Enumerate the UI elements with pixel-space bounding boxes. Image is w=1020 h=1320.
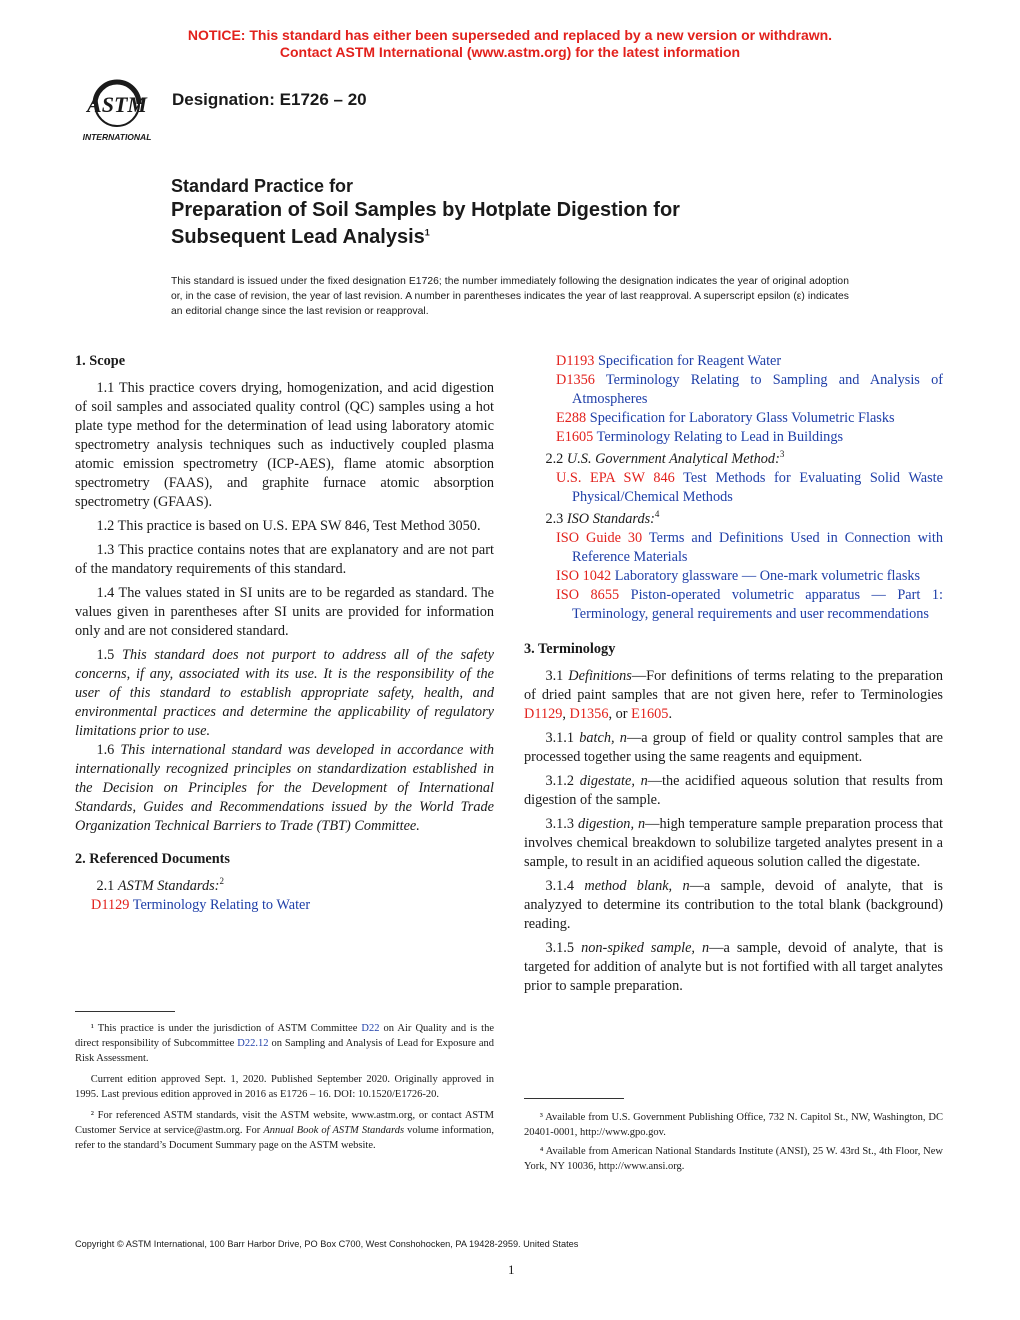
link-e1605[interactable]: E1605 xyxy=(631,706,669,722)
paragraph-1-3: 1.3 This practice contains notes that are explanatory and are not part of the mandatory requirements of this standard. xyxy=(75,542,494,577)
link-d22-12[interactable]: D22.12 xyxy=(237,1038,269,1049)
link-d22[interactable]: D22 xyxy=(361,1023,380,1034)
ref-epa-sw846[interactable]: U.S. EPA SW 846 Test Methods for Evaluating Solid Waste Physical/Chemical Methods xyxy=(556,470,943,505)
notice-line-1: NOTICE: This standard has either been superseded and replaced by a new version or withdrawn. xyxy=(187,27,833,43)
ref-iso-1042[interactable]: ISO 1042 Laboratory glassware — One-mark volumetric flasks xyxy=(556,568,921,584)
section-heading-scope: 1. Scope xyxy=(75,353,126,369)
logo-word: INTERNATIONAL xyxy=(82,132,152,142)
document-title xyxy=(171,175,680,251)
definition-digestate: 3.1.2 digestate, n—the acidified aqueous solution that results from digestion of the sample. xyxy=(524,773,943,808)
iso-standards-label: 2.3 ISO Standards:$^4$ xyxy=(545,509,660,527)
link-d1356[interactable]: D1356 xyxy=(569,706,609,722)
astm-logo-icon xyxy=(72,72,162,144)
copyright-line: Copyright © ASTM International, 100 Barr Harbor Drive, PO Box C700, West Conshohocken, PA 19428-2959. United States xyxy=(75,1239,579,1249)
notice-line-2: Contact ASTM International (www.astm.org) for the latest information xyxy=(279,44,741,60)
footnote-rule-right xyxy=(524,1098,624,1099)
paragraph-1-1: 1.1 This practice covers drying, homogenization, and acid digestion of soil samples and associated quality control (QC) samples using a hot plate type method for the determination of lead using laboratory atomic spectrometry analysis techniques such as inductively coupled plasma atomic emission spectrometry (ICP-AES), flame atomic absorption spectrometry (FAAS), and graphite furnace atomic absorption spectrometry (GFAAS). xyxy=(75,380,494,510)
withdrawal-notice xyxy=(0,27,1020,61)
link-d1129[interactable]: D1129 xyxy=(524,706,563,722)
right-column xyxy=(524,352,943,1001)
footnote-1: ¹ This practice is under the jurisdiction of ASTM Committee D22 on Air Quality and is the direct responsibility of Subcommittee D22.12 on Sampling and Analysis of Lead for Exposure and Risk Assessment. xyxy=(75,1023,494,1064)
intro-paragraph: This standard is issued under the fixed designation E1726; the number immediately following the designation indicates the year of original adoption or, in the case of revision, the year of last revision. A number in parentheses indicates the year of last reapproval. A superscript epsilon (ε) indicates an editorial change since the last revision or reapproval. xyxy=(171,276,849,317)
title-line-1: Standard Practice for xyxy=(171,176,354,196)
footnote-3: ³ Available from U.S. Government Publishing Office, 732 N. Capitol St., NW, Washington, DC 20401-0001, http://www.gpo.gov. xyxy=(524,1112,943,1138)
paragraph-1-6: 1.6 This international standard was developed in accordance with internationally recognized principles on standardization established in the Decision on Principles for the Development of International Standards, Guides and Recommendations issued by the World Trade Organization Technical Barriers to Trade (TBT) Committee. xyxy=(75,742,494,834)
title-line-2: Preparation of Soil Samples by Hotplate Digestion for xyxy=(171,199,680,221)
section-heading-referenced-documents: 2. Referenced Documents xyxy=(75,851,230,867)
footnote-2: ² For referenced ASTM standards, visit the ASTM website, www.astm.org, or contact ASTM Customer Service at service@astm.org. For Annual Book of ASTM Standards volume information, refer to the standard’s Document Summary page on the ASTM website. xyxy=(75,1110,494,1151)
footnote-4: ⁴ Available from American National Standards Institute (ANSI), 25 W. 43rd St., 4th Floor, New York, NY 10036, http://www.ansi.org. xyxy=(524,1146,943,1172)
paragraph-1-2: 1.2 This practice is based on U.S. EPA SW 846, Test Method 3050. xyxy=(96,518,481,534)
ref-e1605[interactable]: E1605 Terminology Relating to Lead in Buildings xyxy=(556,429,844,445)
title-footnote-mark: 1 xyxy=(424,227,430,238)
designation: Designation: E1726 – 20 xyxy=(172,90,367,109)
ref-iso-guide-30[interactable]: ISO Guide 30 Terms and Definitions Used in Connection with Reference Materials xyxy=(556,530,943,565)
definition-batch: 3.1.1 batch, n—a group of field or quality control samples that are processed together using the same reagents and equipment. xyxy=(524,730,944,765)
ref-d1356[interactable]: D1356 Terminology Relating to Sampling and Analysis of Atmospheres xyxy=(556,372,943,407)
footnotes-left xyxy=(75,1021,494,1155)
ref-d1129[interactable]: D1129 Terminology Relating to Water xyxy=(91,897,311,913)
footnotes-right xyxy=(524,1110,943,1176)
paragraph-3-1: 3.1 Definitions—For definitions of terms relating to the preparation of dried paint samples that are not given here, refer to Terminologies D1129, D1356, or E1605. xyxy=(524,668,943,722)
definition-method-blank: 3.1.4 method blank, n—a sample, devoid of analyte, that is analyzyed to determine its contribution to the total blank (background) reading. xyxy=(524,878,943,932)
section-heading-terminology: 3. Terminology xyxy=(524,641,616,657)
paragraph-1-5: 1.5 This standard does not purport to address all of the safety concerns, if any, associated with its use. It is the responsibility of the user of this standard to establish appropriate safety, health, and environmental practices and determine the applicability of regulatory limitations prior to use. xyxy=(75,647,494,739)
left-column xyxy=(75,352,494,915)
footnote-1-edition: Current edition approved Sept. 1, 2020. Published September 2020. Originally approved in 1995. Last previous edition approved in 2016 as E1726 – 16. DOI: 10.1520/E1726-20. xyxy=(75,1074,494,1100)
definition-digestion: 3.1.3 digestion, n—high temperature sample preparation process that involves chemical breakdown to solubilize targeted analytes present in a sample, to result in an acidified aqueous solution called the digestate. xyxy=(524,816,944,870)
title-line-3: Subsequent Lead Analysis xyxy=(171,226,425,248)
definition-non-spiked-sample: 3.1.5 non-spiked sample, n—a sample, devoid of analyte, that is targeted for addition of analyte but is not fortified with all target analytes prior to sample preparation. xyxy=(524,940,944,994)
paragraph-1-4: 1.4 The values stated in SI units are to be regarded as standard. The values given in parentheses after SI units are provided for information only and are not considered standard. xyxy=(75,585,494,639)
gov-method-label: 2.2 U.S. Government Analytical Method:$^3$ xyxy=(545,449,785,467)
ref-e288[interactable]: E288 Specification for Laboratory Glass Volumetric Flasks xyxy=(556,410,895,426)
ref-iso-8655[interactable]: ISO 8655 Piston-operated volumetric apparatus — Part 1: Terminology, general requirements and user recommendations xyxy=(556,587,943,622)
footnote-rule-left xyxy=(75,1011,175,1012)
astm-standards-label: 2.1 ASTM Standards:$^2$ xyxy=(96,876,224,894)
page-number: 1 xyxy=(508,1262,515,1277)
logo-mark: ASTM xyxy=(87,92,147,117)
ref-d1193[interactable]: D1193 Specification for Reagent Water xyxy=(556,353,782,369)
